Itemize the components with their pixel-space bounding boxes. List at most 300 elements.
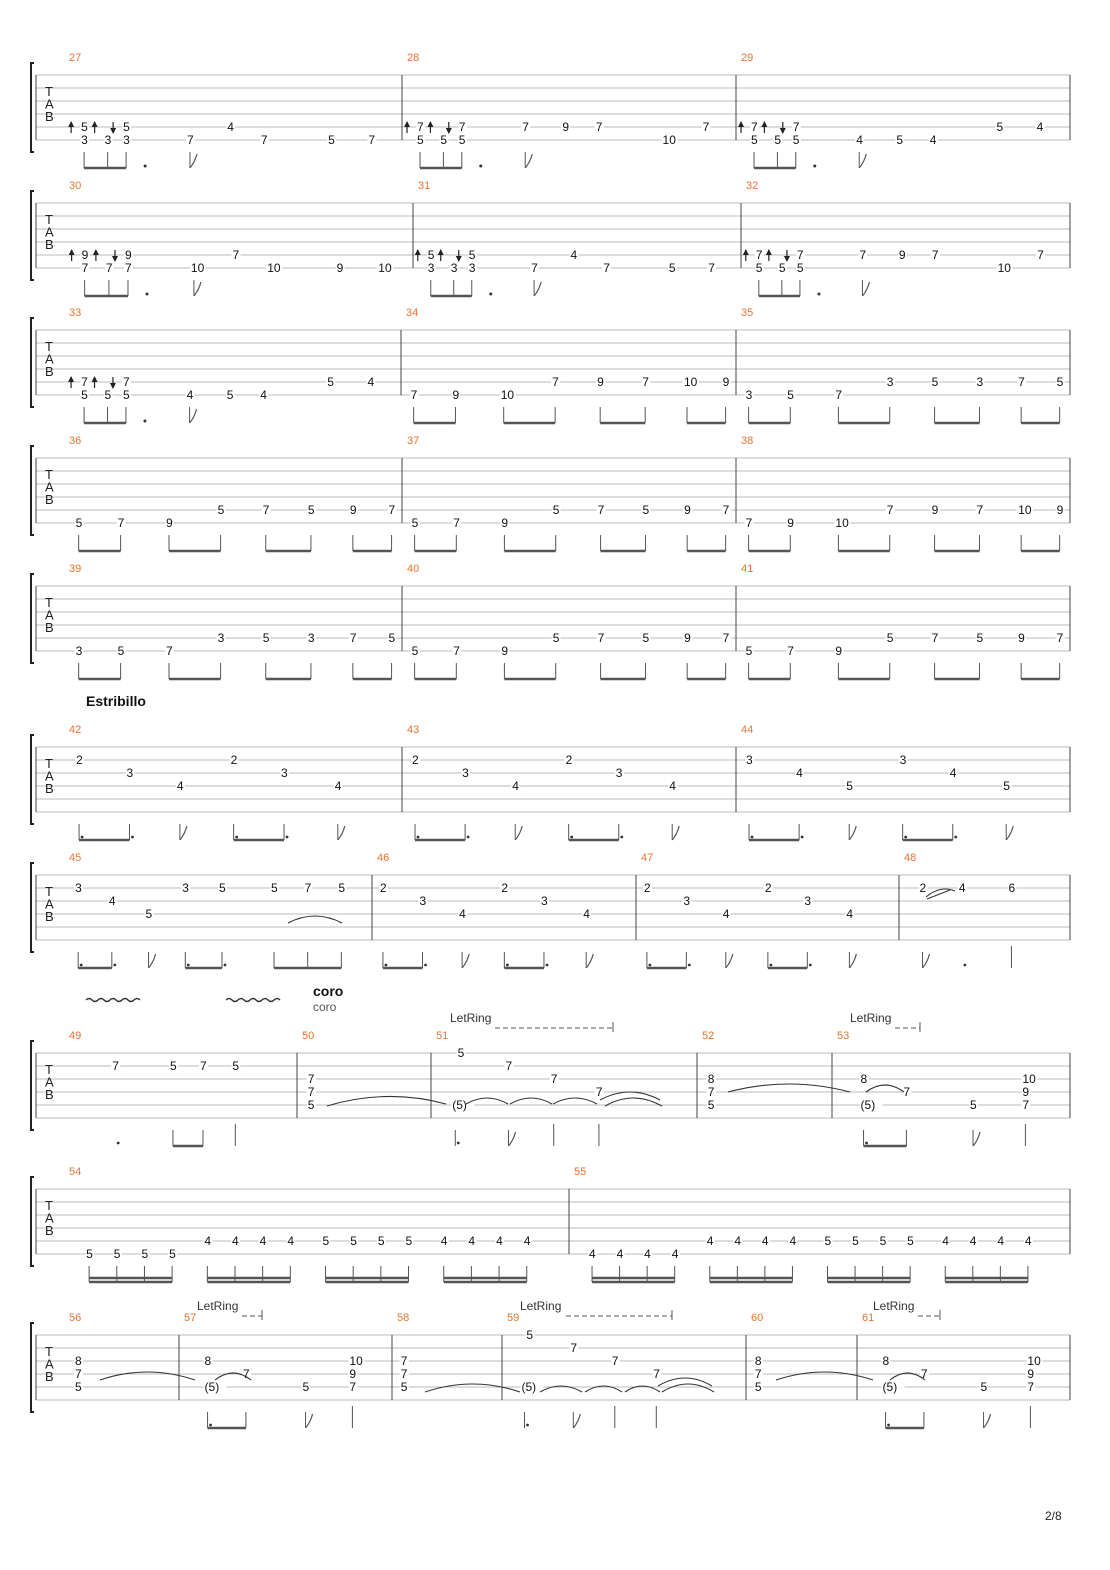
note-flag xyxy=(194,282,201,296)
staff-system xyxy=(31,435,1070,551)
fret-number: 3 xyxy=(307,631,315,645)
tie-arc xyxy=(866,1085,904,1092)
fret-number: 2 xyxy=(76,753,83,767)
measure-number: 37 xyxy=(407,435,420,447)
system-brace xyxy=(31,1177,34,1266)
system-brace xyxy=(31,318,34,407)
fret-number: 9 xyxy=(165,516,173,530)
fret-number: 7 xyxy=(417,120,424,134)
fret-number: 5 xyxy=(169,1059,177,1073)
tab-clef-letter: A xyxy=(45,768,54,784)
fret-number: 10 xyxy=(997,261,1011,275)
fret-number: 5 xyxy=(907,1234,914,1248)
tab-clef-letter: T xyxy=(45,212,53,227)
fret-number: 8 xyxy=(707,1072,715,1086)
fret-number: 4 xyxy=(589,1247,596,1261)
staff-system xyxy=(31,1166,1070,1282)
measure-number: 39 xyxy=(69,563,82,575)
fret-number: 9 xyxy=(501,516,509,530)
tab-clef-letter: T xyxy=(45,84,53,99)
fret-number: 5 xyxy=(468,248,476,262)
duration-dot xyxy=(648,964,651,967)
fret-number: 5 xyxy=(980,1380,988,1394)
fret-number: 7 xyxy=(931,248,939,262)
fret-number: 10 xyxy=(500,388,515,402)
tab-clef-letter: T xyxy=(45,339,53,354)
measure-number: 29 xyxy=(741,52,754,64)
fret-number: 3 xyxy=(81,133,88,147)
fret-number: 2 xyxy=(412,753,419,767)
fret-number: 5 xyxy=(886,631,894,645)
fret-number: 4 xyxy=(227,120,234,134)
note-flag xyxy=(984,1414,991,1428)
tie-arc xyxy=(100,1372,195,1380)
fret-number: 9 xyxy=(1022,1085,1030,1099)
fret-number: 5 xyxy=(388,631,396,645)
measure-number: 36 xyxy=(69,435,82,447)
staff-system xyxy=(31,563,1070,679)
fret-number: 5 xyxy=(824,1234,832,1248)
fret-number: 9 xyxy=(1018,631,1025,645)
fret-number: 3 xyxy=(540,894,548,908)
fret-number: 3 xyxy=(182,881,189,895)
fret-number: 5 xyxy=(411,644,419,658)
fret-number: 7 xyxy=(105,261,113,275)
fret-number: 3 xyxy=(804,894,812,908)
staff-system xyxy=(31,180,1070,296)
duration-dot xyxy=(526,1424,529,1427)
fret-number: 7 xyxy=(597,631,605,645)
fret-number: 10 xyxy=(190,261,205,275)
fret-number: 7 xyxy=(400,1367,408,1381)
fret-number: 9 xyxy=(349,1367,357,1381)
fret-number: 7 xyxy=(400,1354,408,1368)
fret-number: 5 xyxy=(707,1098,715,1112)
vibrato-mark xyxy=(86,999,140,1002)
tab-clef-letter: T xyxy=(45,595,53,610)
fret-number: 7 xyxy=(751,120,758,134)
tab-clef-letter: A xyxy=(45,224,54,240)
fret-number: 5 xyxy=(1003,779,1010,793)
fret-number: 7 xyxy=(505,1059,513,1073)
tie-arc xyxy=(425,1384,520,1392)
duration-dot xyxy=(817,293,820,296)
fret-number: 3 xyxy=(104,133,112,147)
fret-number: 5 xyxy=(86,1247,93,1261)
fret-number: 5 xyxy=(552,631,560,645)
duration-dot xyxy=(209,1424,212,1427)
fret-number: 7 xyxy=(81,375,88,389)
fret-number: 6 xyxy=(1008,881,1016,895)
fret-number: 3 xyxy=(217,631,225,645)
tie-arc xyxy=(600,1092,660,1100)
note-flag xyxy=(508,1132,515,1146)
fret-number: 9 xyxy=(452,388,460,402)
fret-number: 4 xyxy=(929,133,937,147)
tab-clef-letter: B xyxy=(45,492,54,507)
tab-clef-letter: A xyxy=(45,896,54,912)
fret-number: 5 xyxy=(796,261,804,275)
fret-number: 4 xyxy=(459,907,466,921)
fret-number: 2 xyxy=(919,881,927,895)
fret-number: 4 xyxy=(570,248,578,262)
note-flag xyxy=(525,154,532,168)
duration-dot xyxy=(424,964,427,967)
fret-number: (5) xyxy=(452,1098,467,1112)
fret-number: 7 xyxy=(792,120,800,134)
note-flag xyxy=(180,826,187,840)
fret-number: 3 xyxy=(126,766,134,780)
fret-number: 9 xyxy=(722,375,730,389)
fret-number: 7 xyxy=(458,120,466,134)
fret-number: 5 xyxy=(338,881,346,895)
fret-number: 7 xyxy=(1037,248,1044,262)
fret-number: 7 xyxy=(75,1367,82,1381)
fret-number: 9 xyxy=(1027,1367,1035,1381)
measure-number: 55 xyxy=(574,1166,587,1178)
duration-dot xyxy=(457,1142,460,1145)
fret-number: 4 xyxy=(949,766,957,780)
note-flag xyxy=(672,826,679,840)
fret-number: 3 xyxy=(281,766,288,780)
measure-number: 38 xyxy=(741,435,754,447)
duration-dot xyxy=(235,836,238,839)
fret-number: 5 xyxy=(751,133,758,147)
fret-number: 7 xyxy=(522,120,529,134)
fret-number: 3 xyxy=(427,261,435,275)
fret-number: 5 xyxy=(219,881,226,895)
measure-number: 30 xyxy=(69,180,82,192)
fret-number: 7 xyxy=(349,1380,357,1394)
fret-number: 7 xyxy=(931,631,939,645)
staff-systems xyxy=(31,52,1070,1428)
let-ring-label: LetRing xyxy=(197,1299,239,1313)
duration-dot xyxy=(963,964,966,967)
measure-number: 54 xyxy=(69,1166,82,1178)
fret-number: 4 xyxy=(204,1234,212,1248)
fret-number: 9 xyxy=(597,375,604,389)
tab-clef-letter: A xyxy=(45,1210,54,1226)
tab-clef-letter: B xyxy=(45,1087,54,1102)
fret-number: 9 xyxy=(931,503,939,517)
staff-system xyxy=(31,1030,1070,1146)
fret-number: 7 xyxy=(453,644,460,658)
fret-number: 5 xyxy=(787,388,794,402)
fret-number: 10 xyxy=(349,1354,363,1368)
fret-number: 3 xyxy=(746,753,753,767)
fret-number: 4 xyxy=(496,1234,503,1248)
fret-number: 5 xyxy=(457,1046,465,1060)
fret-number: 9 xyxy=(349,503,357,517)
duration-dot xyxy=(479,165,482,168)
measure-number: 51 xyxy=(436,1030,449,1042)
fret-number: 5 xyxy=(117,644,125,658)
fret-number: 4 xyxy=(1024,1234,1032,1248)
stroke-arrowhead xyxy=(415,249,421,255)
fret-number: 9 xyxy=(787,516,794,530)
fret-number: 5 xyxy=(75,516,83,530)
fret-number: 5 xyxy=(169,1247,176,1261)
fret-number: 7 xyxy=(570,1341,578,1355)
fret-number: 5 xyxy=(81,120,88,134)
duration-dot xyxy=(809,964,812,967)
stroke-arrowhead xyxy=(404,121,410,127)
fret-number: (5) xyxy=(521,1380,537,1394)
fret-number: 3 xyxy=(468,261,476,275)
let-ring-label: LetRing xyxy=(873,1299,915,1313)
fret-number: 4 xyxy=(616,1247,624,1261)
fret-number: 5 xyxy=(104,388,112,402)
system-brace xyxy=(31,63,34,152)
measure-number: 52 xyxy=(702,1030,715,1042)
fret-number: 7 xyxy=(368,133,376,147)
fret-number: 7 xyxy=(1056,631,1064,645)
duration-dot xyxy=(113,964,116,967)
fret-number: 4 xyxy=(523,1234,531,1248)
tab-clef-letter: A xyxy=(45,1356,54,1372)
duration-dot xyxy=(865,1142,868,1145)
system-brace xyxy=(31,863,34,952)
measure-number: 41 xyxy=(741,563,754,575)
fret-number: 5 xyxy=(262,631,270,645)
note-flag xyxy=(849,954,856,968)
duration-dot xyxy=(417,836,420,839)
fret-number: 3 xyxy=(462,766,469,780)
fret-number: 7 xyxy=(1018,375,1025,389)
note-flag xyxy=(190,154,197,168)
fret-number: 7 xyxy=(603,261,610,275)
fret-number: 5 xyxy=(745,644,753,658)
fret-number: 5 xyxy=(377,1234,385,1248)
fret-number: 7 xyxy=(787,644,794,658)
fret-number: (5) xyxy=(204,1380,220,1394)
note-flag xyxy=(1006,826,1013,840)
fret-number: 5 xyxy=(75,1380,82,1394)
fret-number: 2 xyxy=(565,753,573,767)
fret-number: 3 xyxy=(75,644,83,658)
duration-dot xyxy=(801,836,804,839)
fret-number: 4 xyxy=(287,1234,295,1248)
fret-number: 4 xyxy=(512,779,519,793)
fret-number: 7 xyxy=(122,375,130,389)
staff-system xyxy=(31,307,1070,423)
measure-number: 35 xyxy=(741,307,754,319)
fret-number: 10 xyxy=(835,516,849,530)
fret-number: 5 xyxy=(754,1380,762,1394)
note-flag xyxy=(190,409,197,423)
fret-number: 10 xyxy=(662,133,676,147)
measure-number: 34 xyxy=(406,307,419,319)
fret-number: 4 xyxy=(176,779,184,793)
tab-clef-letter: B xyxy=(45,1369,54,1384)
tie-arc xyxy=(658,1378,712,1386)
fret-number: 7 xyxy=(307,1085,315,1099)
fret-number: 7 xyxy=(260,133,268,147)
fret-number: 7 xyxy=(920,1367,928,1381)
fret-number: 7 xyxy=(755,248,763,262)
tab-clef-letter: B xyxy=(45,909,54,924)
duration-dot xyxy=(467,836,470,839)
fret-number: 4 xyxy=(761,1234,769,1248)
fret-number: 4 xyxy=(108,894,116,908)
fret-number: 10 xyxy=(267,261,281,275)
fret-number: 8 xyxy=(860,1072,868,1086)
tab-clef-letter: T xyxy=(45,1344,53,1359)
staff-system xyxy=(31,852,1070,968)
fret-number: 10 xyxy=(1018,503,1032,517)
fret-number: 9 xyxy=(124,248,132,262)
measure-number: 56 xyxy=(69,1312,82,1324)
fret-number: 3 xyxy=(75,881,82,895)
note-flag xyxy=(726,954,733,968)
fret-number: 5 xyxy=(307,1098,315,1112)
fret-number: (5) xyxy=(860,1098,876,1112)
duration-dot xyxy=(570,836,573,839)
note-flag xyxy=(149,954,156,968)
fret-number: 5 xyxy=(400,1380,408,1394)
duration-dot xyxy=(904,836,907,839)
section-coro: coro xyxy=(313,983,344,999)
fret-number: 5 xyxy=(668,261,676,275)
fret-number: 3 xyxy=(745,388,753,402)
tab-clef-letter: B xyxy=(45,109,54,124)
stroke-arrowhead xyxy=(92,121,98,127)
fret-number: 7 xyxy=(707,1085,715,1099)
fret-number: 5 xyxy=(440,133,448,147)
fret-number: 3 xyxy=(976,375,984,389)
fret-number: 3 xyxy=(450,261,458,275)
system-brace xyxy=(31,1323,34,1412)
fret-number: 7 xyxy=(903,1085,911,1099)
note-flag xyxy=(849,826,856,840)
fret-number: 5 xyxy=(411,516,419,530)
tie-arc xyxy=(553,1098,597,1104)
tab-clef-letter: A xyxy=(45,479,54,495)
fret-number: 5 xyxy=(846,779,853,793)
fret-number: 5 xyxy=(328,133,335,147)
tie-arc xyxy=(288,916,342,923)
measure-number: 58 xyxy=(397,1312,410,1324)
measure-number: 27 xyxy=(69,52,82,64)
fret-number: 5 xyxy=(755,261,763,275)
note-flag xyxy=(573,1414,580,1428)
fret-number: 4 xyxy=(942,1234,949,1248)
measure-number: 53 xyxy=(837,1030,850,1042)
tab-clef-letter: T xyxy=(45,1198,53,1213)
fret-number: 9 xyxy=(684,631,691,645)
tab-clef-letter: B xyxy=(45,620,54,635)
staff-system xyxy=(31,724,1070,840)
fret-number: 7 xyxy=(754,1367,762,1381)
stroke-arrowhead xyxy=(112,256,118,262)
fret-number: 7 xyxy=(1022,1098,1030,1112)
measure-number: 59 xyxy=(507,1312,520,1324)
fret-number: 7 xyxy=(702,120,710,134)
stroke-arrowhead xyxy=(427,121,433,127)
fret-number: 5 xyxy=(879,1234,887,1248)
fret-number: 5 xyxy=(458,133,466,147)
fret-number: 7 xyxy=(745,516,753,530)
measure-number: 50 xyxy=(302,1030,315,1042)
system-brace xyxy=(31,191,34,280)
fret-number: 9 xyxy=(898,248,906,262)
note-flag xyxy=(859,154,866,168)
measure-number: 60 xyxy=(751,1312,764,1324)
fret-number: 7 xyxy=(835,388,843,402)
fret-number: (5) xyxy=(882,1380,898,1394)
stroke-arrowhead xyxy=(93,249,99,255)
fret-number: 9 xyxy=(684,503,691,517)
let-ring-label: LetRing xyxy=(850,1011,892,1025)
duration-dot xyxy=(80,964,83,967)
tab-clef-letter: A xyxy=(45,607,54,623)
measure-number: 43 xyxy=(407,724,420,736)
system-brace xyxy=(31,735,34,824)
fret-number: 8 xyxy=(204,1354,212,1368)
fret-number: 7 xyxy=(1027,1380,1035,1394)
fret-number: 5 xyxy=(271,881,278,895)
note-flag xyxy=(306,1414,313,1428)
section-coro-sub: coro xyxy=(313,1000,337,1014)
fret-number: 7 xyxy=(611,1354,619,1368)
fret-number: 5 xyxy=(852,1234,859,1248)
fret-number: 2 xyxy=(230,753,238,767)
fret-number: 5 xyxy=(145,907,153,921)
duration-dot xyxy=(286,836,289,839)
fret-number: 7 xyxy=(597,503,605,517)
fret-number: 5 xyxy=(302,1380,310,1394)
system-brace xyxy=(31,446,34,535)
measure-number: 42 xyxy=(69,724,82,736)
duration-dot xyxy=(813,165,816,168)
fret-number: 3 xyxy=(615,766,623,780)
fret-number: 4 xyxy=(186,388,194,402)
fret-number: 5 xyxy=(931,375,939,389)
fret-number: 5 xyxy=(113,1247,121,1261)
fret-number: 4 xyxy=(706,1234,714,1248)
staff-system xyxy=(31,52,1070,168)
page-number: 2/8 xyxy=(1045,1509,1062,1523)
fret-number: 9 xyxy=(835,644,843,658)
fret-number: 4 xyxy=(958,881,966,895)
tab-clef-letter: A xyxy=(45,351,54,367)
fret-number: 5 xyxy=(642,503,650,517)
measure-number: 45 xyxy=(69,852,82,864)
fret-number: 5 xyxy=(1056,375,1064,389)
fret-number: 5 xyxy=(642,631,650,645)
duration-dot xyxy=(751,836,754,839)
note-flag xyxy=(923,954,930,968)
duration-dot xyxy=(385,964,388,967)
duration-dot xyxy=(887,1424,890,1427)
stroke-arrowhead xyxy=(68,376,74,382)
measure-number: 40 xyxy=(407,563,420,575)
duration-dot xyxy=(117,1142,120,1145)
duration-dot xyxy=(546,964,549,967)
measure-number: 31 xyxy=(418,180,431,192)
fret-number: 7 xyxy=(595,1085,603,1099)
fret-number: 7 xyxy=(722,631,730,645)
duration-dot xyxy=(688,964,691,967)
fret-number: 9 xyxy=(81,248,89,262)
fret-number: 4 xyxy=(671,1247,679,1261)
staff-system xyxy=(31,1312,1070,1428)
fret-number: 7 xyxy=(453,516,460,530)
note-flag xyxy=(586,954,593,968)
fret-number: 7 xyxy=(722,503,730,517)
fret-number: 7 xyxy=(304,881,312,895)
fret-number: 4 xyxy=(367,375,375,389)
